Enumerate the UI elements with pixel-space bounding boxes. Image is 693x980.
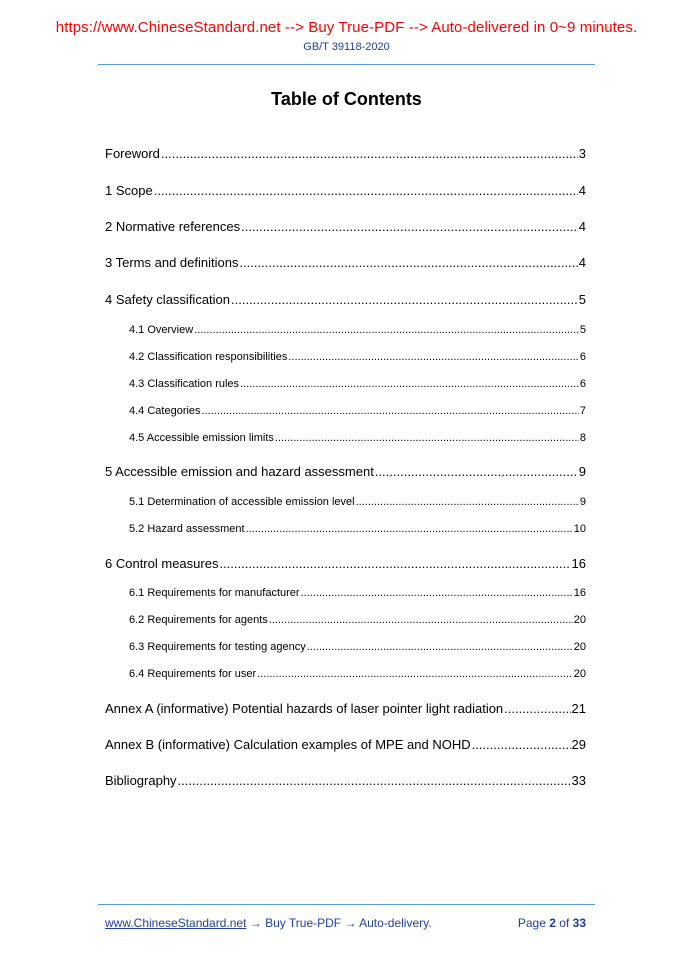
- toc-entry-label: 4.3 Classification rules: [129, 378, 240, 390]
- toc-entry-label: 6.1 Requirements for manufacturer: [129, 587, 300, 599]
- page-total: 33: [572, 916, 586, 930]
- toc-dot-leader: [240, 378, 579, 390]
- toc-entry-label: 4.4 Categories: [129, 405, 201, 417]
- toc-dot-leader: [288, 351, 579, 363]
- toc-entry[interactable]: [105, 737, 586, 752]
- toc-entry-page: 20: [573, 668, 586, 680]
- toc-entry-label: 5 Accessible emission and hazard assessment: [105, 464, 374, 479]
- toc-subentry[interactable]: [129, 523, 586, 535]
- toc-entry-page: 4: [578, 183, 586, 198]
- toc-entry[interactable]: [105, 292, 586, 307]
- toc-dot-leader: [154, 183, 578, 198]
- toc-subentry[interactable]: [129, 641, 586, 653]
- toc-dot-leader: [202, 405, 579, 417]
- toc-entry[interactable]: [105, 464, 586, 479]
- toc-entry-label: Annex B (informative) Calculation examples of MPE and NOHD: [105, 737, 471, 752]
- standard-code: GB/T 39118-2020: [303, 41, 390, 53]
- toc-entry-page: 4: [578, 219, 586, 234]
- toc-entry-page: 9: [578, 464, 586, 479]
- toc-dot-leader: [178, 773, 571, 788]
- toc-entry-page: 16: [571, 556, 586, 571]
- toc-subentry[interactable]: [129, 432, 586, 444]
- toc-dot-leader: [241, 219, 578, 234]
- toc-entry-label: Foreword: [105, 146, 160, 161]
- toc-entry-page: 5: [578, 292, 586, 307]
- toc-entry[interactable]: [105, 255, 586, 270]
- toc-entry-label: 4.2 Classification responsibilities: [129, 351, 288, 363]
- toc-dot-leader: [356, 496, 579, 508]
- toc-entry[interactable]: [105, 183, 586, 198]
- toc-entry-label: 6.3 Requirements for testing agency: [129, 641, 306, 653]
- page-number: [518, 916, 586, 930]
- toc-dot-leader: [246, 523, 573, 535]
- header-divider: [98, 64, 595, 65]
- toc-dot-leader: [219, 556, 570, 571]
- footer: [105, 916, 586, 930]
- toc-dot-leader: [375, 464, 578, 479]
- toc-entry-page: 29: [571, 737, 586, 752]
- toc-entry-page: 33: [571, 773, 586, 788]
- toc-entry[interactable]: [105, 146, 586, 161]
- page-of: of: [559, 916, 570, 930]
- toc-entry-page: 5: [579, 324, 586, 336]
- toc-entry-label: 5.1 Determination of accessible emission level: [129, 496, 355, 508]
- footer-website-link[interactable]: www.ChineseStandard.net: [105, 916, 247, 930]
- toc-entry-page: 16: [573, 587, 586, 599]
- toc-entry-page: 4: [578, 255, 586, 270]
- toc-subentry[interactable]: [129, 668, 586, 680]
- toc-entry-page: 20: [573, 614, 586, 626]
- page-word: Page: [517, 916, 546, 930]
- toc-entry-label: 6.4 Requirements for user: [129, 668, 257, 680]
- page-title: Table of Contents: [271, 89, 422, 109]
- toc-entry-page: 21: [571, 701, 586, 716]
- toc-entry-page: 20: [573, 641, 586, 653]
- toc-entry-label: 2 Normative references: [105, 219, 241, 234]
- toc-entry[interactable]: [105, 773, 586, 788]
- toc-subentry[interactable]: [129, 324, 586, 336]
- toc-entry-page: 8: [579, 432, 586, 444]
- toc-dot-leader: [257, 668, 573, 680]
- toc-dot-leader: [301, 587, 573, 599]
- toc-entry-label: 4.1 Overview: [129, 324, 194, 336]
- toc-subentry[interactable]: [129, 614, 586, 626]
- top-banner: https://www.ChineseStandard.net --> Buy True-PDF --> Auto-delivered in 0~9 minutes.: [55, 19, 638, 36]
- toc-entry-page: 6: [579, 378, 586, 390]
- toc-entry-page: 10: [573, 523, 586, 535]
- toc-entry-label: 4.5 Accessible emission limits: [129, 432, 274, 444]
- toc-entry-label: 3 Terms and definitions: [105, 255, 239, 270]
- toc-dot-leader: [275, 432, 579, 444]
- toc-entry-label: 6 Control measures: [105, 556, 219, 571]
- toc-subentry[interactable]: [129, 351, 586, 363]
- toc-dot-leader: [472, 737, 571, 752]
- toc-entry-label: Annex A (informative) Potential hazards of laser pointer light radiation: [105, 701, 504, 716]
- page-current: 2: [549, 916, 556, 930]
- toc-dot-leader: [231, 292, 578, 307]
- toc-dot-leader: [307, 641, 573, 653]
- toc-dot-leader: [504, 701, 570, 716]
- toc-dot-leader: [161, 146, 578, 161]
- toc-entry[interactable]: [105, 556, 586, 571]
- toc-entry-page: 7: [579, 405, 586, 417]
- footer-delivery-text: → Buy True-PDF → Auto-delivery.: [246, 916, 432, 930]
- toc-entry-page: 3: [578, 146, 586, 161]
- toc-entry[interactable]: [105, 701, 586, 716]
- toc-entry[interactable]: [105, 219, 586, 234]
- footer-divider: [98, 904, 595, 905]
- toc-entry-label: 1 Scope: [105, 183, 153, 198]
- toc-dot-leader: [194, 324, 579, 336]
- toc-entry-label: 4 Safety classification: [105, 292, 231, 307]
- toc-subentry[interactable]: [129, 587, 586, 599]
- toc-entry-page: 6: [579, 351, 586, 363]
- toc-entry-page: 9: [579, 496, 586, 508]
- toc-dot-leader: [239, 255, 577, 270]
- toc-entry-label: Bibliography: [105, 773, 177, 788]
- toc-subentry[interactable]: [129, 378, 586, 390]
- toc-entry-label: 6.2 Requirements for agents: [129, 614, 268, 626]
- toc-entry-label: 5.2 Hazard assessment: [129, 523, 245, 535]
- toc-subentry[interactable]: [129, 405, 586, 417]
- toc-dot-leader: [269, 614, 573, 626]
- toc-subentry[interactable]: [129, 496, 586, 508]
